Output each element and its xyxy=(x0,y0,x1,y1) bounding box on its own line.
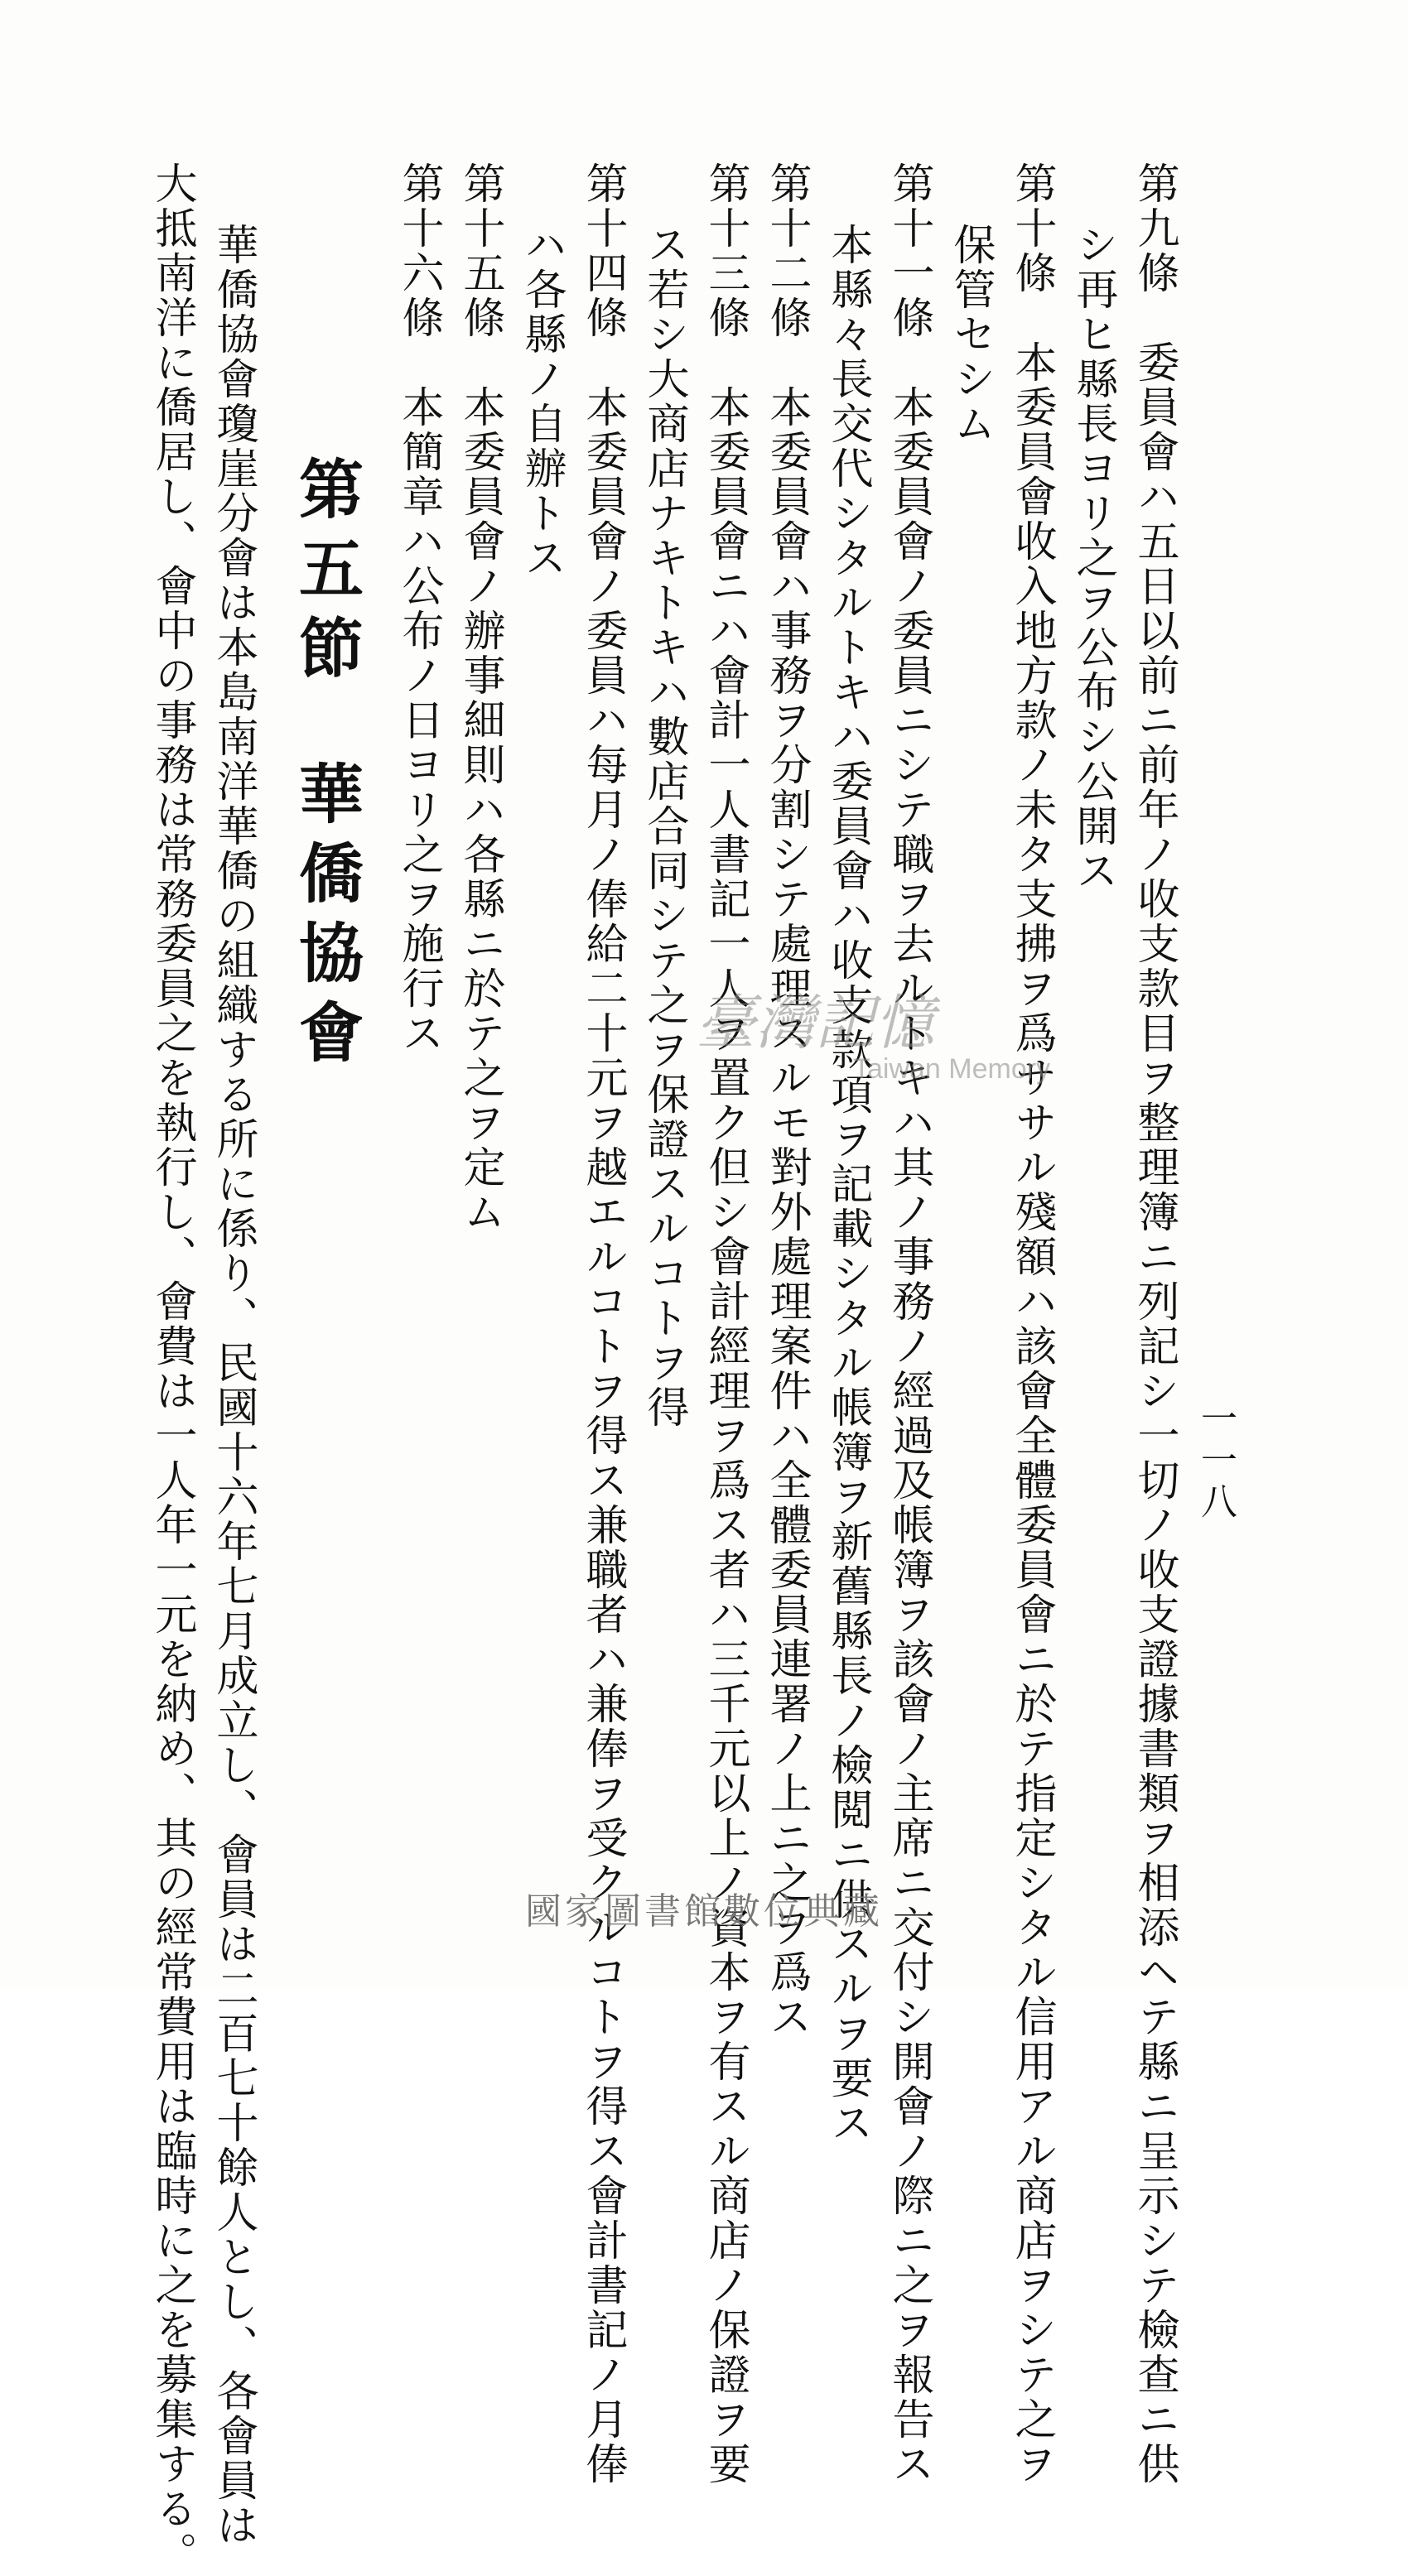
article-15-line-1: 第十五條 本委員會ノ辦事細則ハ各縣ニ於テ之ヲ定ム xyxy=(456,161,504,1235)
article-10-line-1: 第十條 本委員會收入地方款ノ未タ支拂ヲ爲ササル殘額ハ該會全體委員會ニ於テ指定シタル信用アル商店ヲシテ之ヲ xyxy=(1007,161,1056,2487)
paragraph-line-2: 大抵南洋に僑居し、會中の事務は常務委員之を執行し、會費は一人年一元を納め、其の經常費用は臨時に之を募集する。 xyxy=(147,161,196,2576)
section-title-number: 第五節 xyxy=(288,455,364,694)
article-12-line-1: 第十二條 本委員會ハ事務ヲ分割シテ處理スルモ對外處理案件ハ全體委員連署ノ上ニ之ヲ爲ス xyxy=(762,161,811,2039)
article-16-line-1: 第十六條 本簡章ハ公布ノ日ヨリ之ヲ施行ス xyxy=(394,161,443,1056)
article-11-line-1: 第十一條 本委員會ノ委員ニシテ職ヲ去ルトキハ其ノ事務ノ經過及帳簿ヲ該會ノ主席ニ交付シ開會ノ際ニ之ヲ報告ス xyxy=(885,161,933,2487)
article-14-line-2: ハ各縣ノ自辦トス xyxy=(517,223,566,580)
article-13-line-1: 第十三條 本委員會ニハ會計一人書記一人ヲ置ク但シ會計經理ヲ爲ス者ハ三千元以上ノ資本ヲ有スル商店ノ保證ヲ要 xyxy=(701,161,750,2487)
section-title-text: 華僑協會 xyxy=(288,760,364,1078)
watermark-main-text: 臺灣記憶 xyxy=(696,988,935,1057)
article-10-line-2: 保管セシム xyxy=(946,223,995,446)
page-number: 一一八 xyxy=(1194,1399,1237,1524)
section-title xyxy=(263,161,388,1784)
paragraph-line-1: 華僑協會瓊崖分會は本島南洋華僑の組織する所に係り、民國十六年七月成立し、會員は二百七十餘人とし、各會員は xyxy=(209,223,258,2548)
watermark-sub-text: Taiwan Memory xyxy=(853,1053,1051,1085)
archive-footer: 國家圖書館數位典藏 xyxy=(525,1890,883,1933)
article-9-line-2: シ再ヒ縣長ヨリ之ヲ公布シ公開ス xyxy=(1068,223,1117,893)
article-14-line-1: 第十四條 本委員會ノ委員ハ每月ノ俸給二十元ヲ越エルコトヲ得ス兼職者ハ兼俸ヲ受クルコトヲ得ス會計書記ノ月俸 xyxy=(578,161,627,2487)
article-9-line-1: 第九條 委員會ハ五日以前ニ前年ノ收支款目ヲ整理簿ニ列記シ一切ノ收支證據書類ヲ相添ヘテ縣ニ呈示シテ檢查ニ供 xyxy=(1130,161,1179,2487)
article-13-line-2: ス若シ大商店ナキトキハ數店合同シテ之ヲ保證スルコトヲ得 xyxy=(639,223,688,1430)
article-11-line-2: 本縣々長交代シタルトキハ委員會ハ收支款項ヲ記載シタル帳簿ヲ新舊縣長ノ檢閲ニ供スルヲ要ス xyxy=(823,223,872,2145)
